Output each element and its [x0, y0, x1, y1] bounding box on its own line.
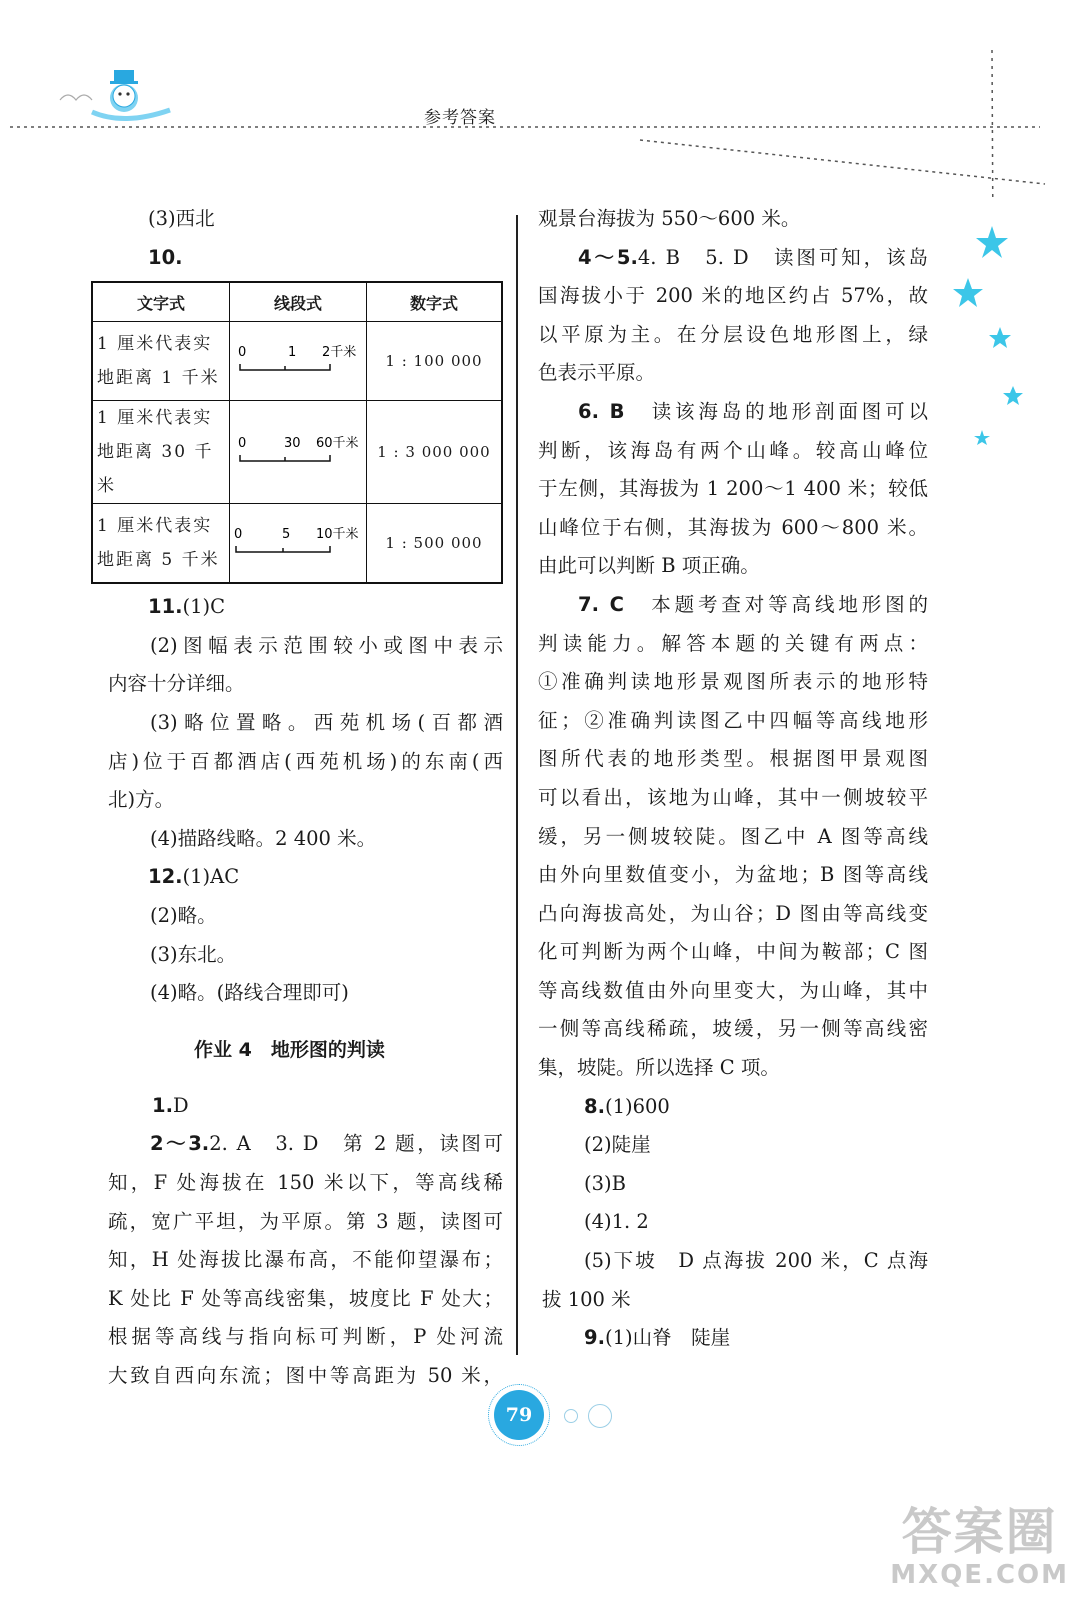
answer-line [538, 239, 928, 278]
star-icon [974, 430, 990, 445]
table-header: 线段式 [230, 282, 367, 322]
scale-bar-label: 0 [234, 527, 243, 543]
answer-line: 店)位于百都酒店(西苑机场)的东南(西 [108, 749, 503, 773]
left-column [97, 200, 503, 1395]
scale-bar-label: 0 [238, 345, 247, 361]
scale-bar-label: 60千米 [316, 436, 359, 452]
answer-text: 2. A 3. D 第 2 题，读图可 [209, 1132, 503, 1156]
answer-line [108, 1125, 503, 1164]
answer-line: (2)略。 [150, 903, 217, 927]
answer-line: 图所代表的地形类型。根据图甲景观图 [538, 747, 928, 771]
answer-line: 以平原为主。在分层设色地形图上，绿 [538, 322, 928, 346]
answer-line: 国海拔小于 200 米的地区约占 57%，故 [538, 284, 928, 308]
answer-text: 4. B 5. D 读图可知，该岛 [637, 245, 928, 269]
question-number: 12. [148, 865, 183, 889]
answer-line: (2)图幅表示范围较小或图中表示 [150, 633, 503, 657]
header-title: 参考答案 [424, 108, 496, 128]
table-header: 文字式 [92, 282, 230, 322]
answer-line: 根据等高线与指向标可判断，P 处河流 [108, 1325, 503, 1349]
table-cell-text [92, 504, 230, 584]
watermark [890, 1504, 1069, 1590]
table-row [92, 401, 502, 504]
answer-line: (3)略位置略。西苑机场(百都酒 [150, 710, 503, 734]
scale-table [91, 281, 503, 584]
answer-text: (1)山脊 陡崖 [604, 1326, 731, 1350]
answer-text: (1)AC [182, 865, 240, 889]
answer-text: (1)C [182, 595, 226, 619]
right-column [538, 200, 928, 1358]
answer-line: K 处比 F 处等高线密集，坡度比 F 处大； [108, 1286, 503, 1310]
answer-line [108, 858, 503, 897]
answer-line: 一侧等高线稀疏，坡缓，另一侧等高线密 [538, 1017, 928, 1041]
table-header: 数字式 [367, 282, 503, 322]
table-row [92, 322, 502, 401]
watermark-url: MXQE.COM [890, 1560, 1069, 1590]
scale-bar-label: 2千米 [322, 345, 357, 361]
answer-line [108, 588, 503, 627]
watermark-logo-text: 答案圈 [901, 1503, 1058, 1561]
table-cell-scale-bar [230, 322, 367, 401]
table-header-row [92, 282, 502, 322]
answer-line: (4)略。(路线合理即可) [150, 981, 349, 1005]
column-divider [516, 215, 518, 1355]
answer-line: (4)描路线略。2 400 米。 [150, 826, 377, 850]
answer-line [538, 1319, 928, 1358]
table-cell-text [92, 401, 230, 504]
scale-bar-label: 30 [284, 436, 301, 452]
answer-line: (3)B [584, 1171, 626, 1195]
answer-line: 内容十分详细。 [108, 672, 245, 696]
answer-line: 判读能力。解答本题的关键有两点： [538, 631, 928, 655]
answer-line: 可以看出，该地为山峰，其中一侧坡较平 [538, 785, 928, 809]
answer-text: 本题考查对等高线地形图的 [651, 592, 928, 616]
answer-line: 大致自西向东流；图中等高距为 50 米， [108, 1363, 503, 1387]
answer-text: D [172, 1093, 189, 1117]
answer-line [538, 1088, 928, 1127]
answer-line: 北)方。 [108, 788, 175, 812]
answer-line: (3)东北。 [150, 942, 237, 966]
decor-circle [564, 1409, 578, 1423]
question-number: 2～3. [150, 1132, 210, 1156]
scale-bar-label: 10千米 [316, 527, 359, 543]
answer-line: (2)陡崖 [584, 1133, 651, 1157]
answer-line: 观景台海拔为 550～600 米。 [538, 207, 801, 230]
section-title: 作业 4 地形图的判读 [194, 1038, 385, 1061]
answer-line: 拔 100 米 [542, 1287, 631, 1311]
scale-bar [230, 516, 366, 566]
table-cell-number: 1 : 100 000 [367, 322, 503, 401]
question-number: 7. C [578, 592, 624, 616]
page-number: 79 [494, 1390, 544, 1440]
answer-line: 等高线数值由外向里变大，为山峰，其中 [538, 978, 928, 1002]
scale-bar-label: 1 [288, 345, 297, 361]
cell-line: 1 厘米代表实 [97, 408, 213, 429]
answer-line: (3)西北 [148, 207, 215, 230]
scale-bar-label: 5 [282, 527, 291, 543]
table-cell-number: 1 : 500 000 [367, 504, 503, 584]
answer-line [538, 393, 928, 432]
table-row [92, 504, 502, 584]
answer-line: (5)下坡 D 点海拔 200 米，C 点海 [584, 1249, 928, 1273]
question-number: 6. B [578, 399, 625, 423]
answer-line: 由外向里数值变小，为盆地；B 图等高线 [538, 863, 928, 887]
decor-circle [588, 1404, 612, 1428]
star-icon [1003, 386, 1023, 405]
scale-bar-label: 0 [238, 436, 247, 452]
cell-line: 1 厘米代表实 [97, 334, 213, 355]
answer-text: (1)600 [604, 1094, 670, 1118]
scale-bar [230, 425, 366, 475]
answer-line: 判断，该海岛有两个山峰。较高山峰位 [538, 438, 928, 462]
table-cell-number: 1 : 3 000 000 [367, 401, 503, 504]
star-icon [953, 278, 983, 307]
question-number [108, 239, 503, 278]
cell-line: 地距离 30 千米 [97, 442, 214, 497]
answer-line: 于左侧，其海拔为 1 200～1 400 米；较低 [538, 477, 928, 501]
answer-line: (4)1. 2 [584, 1210, 649, 1234]
answer-line: 集，坡陡。所以选择 C 项。 [538, 1056, 780, 1080]
question-number: 1. [152, 1093, 173, 1117]
star-icon [989, 327, 1011, 348]
answer-line: 疏，宽广平坦，为平原。第 3 题，读图可 [108, 1209, 503, 1233]
table-cell-text [92, 322, 230, 401]
answer-line: 色表示平原。 [538, 361, 656, 385]
scale-bar [230, 334, 366, 384]
star-icon [976, 226, 1008, 258]
cell-line: 地距离 1 千米 [97, 368, 220, 389]
question-number: 11. [148, 595, 183, 619]
table-cell-scale-bar [230, 401, 367, 504]
question-10-number: 10. [148, 245, 183, 269]
cell-line: 1 厘米代表实 [97, 516, 213, 537]
question-number: 8. [584, 1094, 605, 1118]
table-cell-scale-bar [230, 504, 367, 584]
answer-line: 知，F 处海拔在 150 米以下，等高线稀 [108, 1170, 503, 1194]
answer-line [108, 1087, 503, 1126]
answer-line: 凸向海拔高处，为山谷；D 图由等高线变 [538, 901, 928, 925]
answer-line: 化可判断为两个山峰，中间为鞍部；C 图 [538, 940, 928, 964]
cell-line: 地距离 5 千米 [97, 550, 220, 571]
answer-line: 缓，另一侧坡较陡。图乙中 A 图等高线 [538, 824, 928, 848]
question-number: 9. [584, 1326, 605, 1350]
answer-text: 读该海岛的地形剖面图可以 [651, 399, 928, 423]
answer-line: 知，H 处海拔比瀑布高，不能仰望瀑布； [108, 1248, 503, 1272]
answer-line: 山峰位于右侧，其海拔为 600～800 米。 [538, 515, 928, 539]
answer-line: ①准确判读地形景观图所表示的地形特 [538, 670, 928, 694]
answer-line: 由此可以判断 B 项正确。 [538, 554, 760, 578]
answer-line [538, 586, 928, 625]
answer-line: 征；②准确判读图乙中四幅等高线地形 [538, 708, 928, 732]
question-number: 4～5. [578, 245, 638, 269]
